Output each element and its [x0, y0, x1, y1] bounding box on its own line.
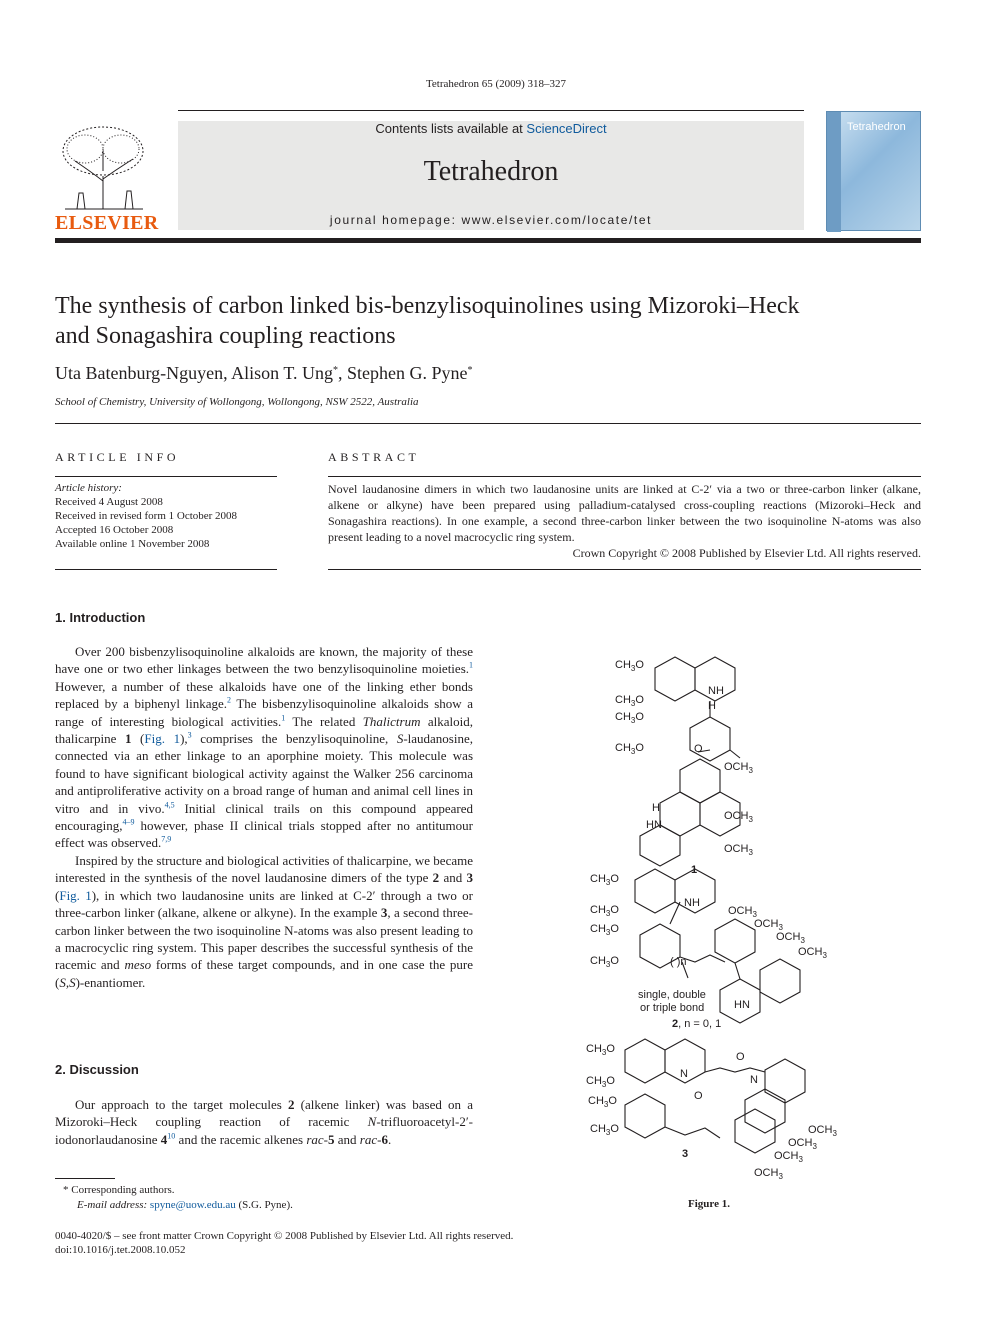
- ref-link[interactable]: 4–9: [122, 817, 135, 827]
- author-list: Uta Batenburg-Nguyen, Alison T. Ung*, Stephen G. Pyne*: [55, 363, 473, 383]
- abstract-body: [328, 481, 921, 561]
- label-och3: $OCH_3$: [724, 761, 753, 775]
- label-ch3o: $CH_3O$: [590, 873, 619, 887]
- label-och3: $OCH_3$: [774, 1150, 803, 1164]
- label-hn: HN: [734, 999, 750, 1011]
- ref-link[interactable]: 4,5: [164, 800, 175, 810]
- label-h: H: [708, 700, 716, 712]
- label-ch3o: $CH_3O$: [590, 1123, 619, 1137]
- history-online: Available online 1 November 2008: [55, 538, 210, 550]
- label-och3: $OCH_3$: [798, 946, 827, 960]
- issn-line: 0040-4020/$ – see front matter Crown Copyright © 2008 Published by Elsevier Ltd. All rights reserved.: [55, 1230, 514, 1242]
- label-n: N: [680, 1068, 688, 1080]
- journal-citation: Tetrahedron 65 (2009) 318–327: [425, 78, 567, 90]
- label-nh: NH: [708, 685, 724, 697]
- email-suffix: (S.G. Pyne).: [235, 1199, 293, 1211]
- label-ch3o: $CH_3O$: [590, 955, 619, 969]
- affiliation-rule: [55, 423, 921, 424]
- contents-line: [178, 121, 804, 136]
- label-och3: $OCH_3$: [724, 843, 753, 857]
- linker-note-2: or triple bond: [640, 1002, 705, 1014]
- ref-link[interactable]: 7,9: [161, 835, 172, 845]
- title-line-2: and Sonagashira coupling reactions: [55, 323, 396, 349]
- label-och3: $OCH_3$: [754, 918, 783, 932]
- author-3-mark[interactable]: *: [467, 365, 473, 376]
- ref-link[interactable]: 10: [167, 1131, 176, 1141]
- affiliation: School of Chemistry, University of Wollongong, Wollongong, NSW 2522, Australia: [55, 396, 419, 408]
- intro-paragraph-2: Inspired by the structure and biological activities of thalicarpine, we became interested in the synthesis of the novel laudanosine dimers of the type 2 and 3 (Fig. 1), in which two laudanosine units are linked at C-2′ through a two or three-carbon linker (alkane, alkene or alkyne). In the example 3, a second three-carbon linker between the two isoquinoline N-atoms was also present leading to a macrocyclic ring system. This paper describes the successful synthesis of the racemic and meso forms of these target compounds, and in one case the pure (S,S)-enantiomer.: [55, 852, 474, 990]
- header-rule: [178, 110, 804, 111]
- label-n-subscript: ( )n: [670, 956, 687, 968]
- figure-link[interactable]: Fig. 1: [59, 887, 92, 903]
- label-ch3o: $CH_3O$: [586, 1043, 615, 1057]
- title-line-1: The synthesis of carbon linked bis-benzylisoquinolines using Mizoroki–Heck: [55, 293, 800, 319]
- figure-1-structures: [560, 640, 860, 1190]
- label-o: O: [694, 743, 703, 755]
- journal-homepage[interactable]: journal homepage: www.elsevier.com/locate/tet: [329, 213, 653, 227]
- label-h: H: [652, 802, 660, 814]
- history-revised: Received in revised form 1 October 2008: [55, 510, 238, 522]
- ref-link[interactable]: 1: [469, 661, 473, 671]
- introduction-body: [55, 643, 473, 991]
- label-ch3o: $CH_3O$: [590, 923, 619, 937]
- author-1: Uta Batenburg-Nguyen: [55, 363, 224, 383]
- contents-prefix: Contents lists available at: [375, 121, 527, 136]
- label-ch3o: $CH_3O$: [588, 1095, 617, 1109]
- label-n: N: [750, 1074, 758, 1086]
- label-ch3o: $CH_3O$: [586, 1075, 615, 1089]
- article-history: [55, 481, 237, 551]
- history-received: Received 4 August 2008: [55, 496, 163, 508]
- label-ch3o: $CH_3O$: [615, 742, 644, 756]
- article-info-heading: ARTICLE INFO: [55, 450, 180, 464]
- compound-label-3: 3: [682, 1148, 689, 1160]
- label-och3: $OCH_3$: [788, 1137, 817, 1151]
- abstract-text: Novel laudanosine dimers in which two laudanosine units are linked at C-2′ via a two or three-carbon linker (alkane, alkene or alkyne) have been prepared using palladium-catalysed cross-coupling reactions (Mizoroki–Heck and Sonagashira reactions). In one example, a second three-carbon linker between the two isoquinoline N-atoms was also present leading to a novel macrocyclic ring system.: [328, 482, 921, 544]
- author-2-mark[interactable]: *: [333, 365, 338, 376]
- footnotes: [55, 1183, 293, 1213]
- history-accepted: Accepted 16 October 2008: [55, 524, 174, 536]
- sciencedirect-link[interactable]: ScienceDirect: [526, 121, 607, 136]
- label-ch3o: $CH_3O$: [590, 904, 619, 918]
- label-ch3o: $CH_3O$: [615, 711, 644, 725]
- corresponding-note: * Corresponding authors.: [63, 1184, 175, 1196]
- introduction-heading: 1. Introduction: [55, 610, 146, 625]
- label-och3: $OCH_3$: [808, 1124, 837, 1138]
- figure-link[interactable]: Fig. 1: [144, 731, 181, 747]
- abstract-heading: ABSTRACT: [328, 450, 420, 464]
- discussion-heading: 2. Discussion: [55, 1062, 139, 1077]
- elsevier-wordmark: ELSEVIER: [55, 212, 159, 234]
- email-label: E-mail address:: [77, 1199, 150, 1211]
- label-och3: $OCH_3$: [776, 931, 805, 945]
- journal-cover-image: [826, 111, 921, 231]
- ref-link[interactable]: 2: [227, 695, 231, 705]
- label-och3: $OCH_3$: [754, 1167, 783, 1181]
- ref-link[interactable]: 1: [281, 713, 286, 723]
- discussion-paragraph-1: Our approach to the target molecules 2 (alkene linker) was based on a Mizoroki–Heck coupling reaction of racemic N-trifluoroacetyl-2′-iodonorlaudanosine $4^{10}$ and the racemic alkenes rac-5 and rac-6.: [55, 1097, 473, 1147]
- author-3: Stephen G. Pyne: [347, 363, 468, 383]
- figure-caption: Figure 1.: [688, 1198, 730, 1210]
- compound-label-1: 1: [691, 864, 698, 876]
- label-hn: HN: [646, 819, 662, 831]
- label-o: O: [736, 1051, 745, 1063]
- email-link[interactable]: spyne@uow.edu.au: [149, 1199, 236, 1211]
- article-info-rule-bottom: [55, 569, 277, 570]
- bottom-matter: [55, 1229, 513, 1257]
- footnote-rule: [55, 1178, 115, 1179]
- label-ch3o: $CH_3O$: [615, 659, 644, 673]
- ring: [655, 657, 695, 701]
- author-2: Alison T. Ung: [231, 363, 333, 383]
- cover-title: Tetrahedron: [847, 121, 906, 133]
- history-label: Article history:: [55, 482, 122, 494]
- abstract-copyright: Crown Copyright © 2008 Published by Elsevier Ltd. All rights reserved.: [572, 546, 921, 560]
- article-info-rule-top: [55, 476, 277, 477]
- intro-paragraph-1: Over 200 bisbenzylisoquinoline alkaloids are known, the majority of these have one or two ether linkages between the two benzylisoquinoline moieties.$^1$ However, a number of these alkaloids have one of the linking ether bonds replaced by a biphenyl linkage.$^2$ The bisbenzylisoquinoline alkaloids show a range of interesting biological activities.$^1$ The related Thalictrum alkaloid, thalicarpine 1 (Fig. 1),$^3$ comprises the benzylisoquinoline, S-laudanosine, connected via an ether linkage to an aporphine moiety. This molecule was found to have significant biological activity against the Walker 256 carcinoma and antiproliferative activity on a broad range of human and animal cell lines in vitro and in vivo.$^{4,5}$ Initial clinical trails on this compound appeared encouraging,$^{4-9}$ however, phase II clinical trials stopped after no antitumour effect was observed.$^{7,9}$: [55, 644, 474, 851]
- doi-line[interactable]: doi:10.1016/j.tet.2008.10.052: [55, 1244, 186, 1256]
- ref-link[interactable]: 3: [187, 730, 192, 740]
- journal-name: Tetrahedron: [423, 156, 559, 187]
- label-nh: NH: [684, 897, 700, 909]
- compound-label-2: 2, n = 0, 1: [672, 1018, 722, 1030]
- label-och3: $OCH_3$: [724, 810, 753, 824]
- journal-banner: [178, 121, 804, 230]
- label-ch3o: $CH_3O$: [615, 694, 644, 708]
- label-o: O: [694, 1090, 703, 1102]
- header-thick-rule: [55, 238, 921, 243]
- cover-strip: [827, 112, 841, 232]
- discussion-body: [55, 1096, 473, 1148]
- abstract-rule-bottom: [328, 569, 921, 570]
- label-och3: $OCH_3$: [728, 905, 757, 919]
- linker-note-1: single, double: [638, 989, 706, 1001]
- paper-title: [55, 291, 921, 351]
- abstract-rule-top: [328, 476, 921, 477]
